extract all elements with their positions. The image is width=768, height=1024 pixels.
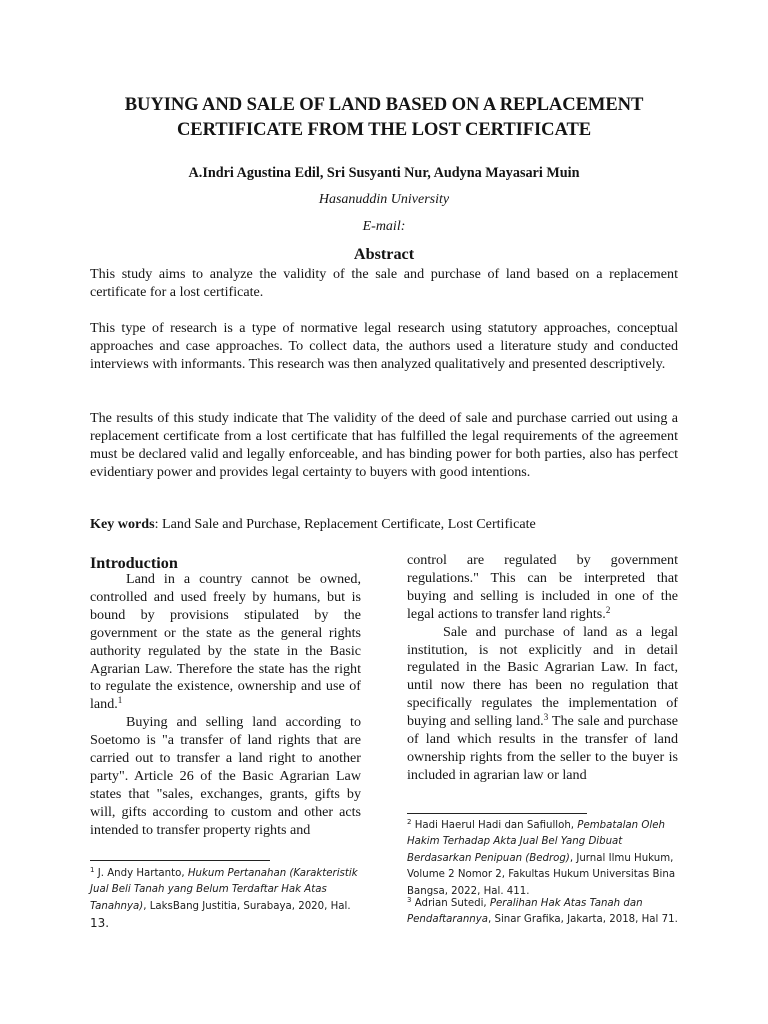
email-line: E-mail: (362, 219, 406, 234)
footnote-1-rest: , LaksBang Justitia, Surabaya, 2020, Hal. (143, 900, 351, 912)
title-line-2: CERTIFICATE FROM THE LOST CERTIFICATE (176, 119, 592, 140)
intro-paragraph-4-text-a: Sale and purchase of land as a legal institution, is not explicitly and in detail regulated in the Basic Agrarian Law. In fact, until now there has been no regulation that specifically regulates the implementation of buying and selling land. (407, 623, 678, 730)
author-list: A.Indri Agustina Edil, Sri Susyanti Nur, Audyna Mayasari Muin (188, 165, 580, 181)
footnote-2-number: 2 (407, 818, 412, 826)
footnote-separator-right (407, 813, 587, 814)
abstract-heading: Abstract (353, 245, 415, 263)
footnote-3-title: Peralihan Hak Atas Tanah dan Pendaftarannya (407, 898, 643, 926)
footnote-ref-1[interactable]: 1 (117, 695, 123, 706)
footnote-1-title: Hukum Pertanahan (Karakteristik Jual Beli Tanah yang Belum Terdaftar Hak Atas Tanahnya) (90, 868, 358, 912)
affiliation: Hasanuddin University (318, 192, 450, 207)
intro-paragraph-4 (407, 624, 678, 785)
footnote-3-rest: , Sinar Grafika, Jakarta, 2018, Hal 71. (488, 914, 678, 926)
footnote-1-tail: 13. (90, 916, 110, 931)
footnote-3-author: Adrian Sutedi, (411, 898, 490, 909)
footnote-2-author: Hadi Haerul Hadi dan Safiulloh, (411, 820, 578, 831)
footnote-1 (90, 866, 370, 934)
footnote-1-author: J. Andy Hartanto, (94, 868, 188, 879)
intro-paragraph-4-text-b: The sale and purchase of land which results in the transfer of land ownership rights from the seller to the buyer is included in agrarian law or land (407, 713, 678, 783)
footnote-ref-3[interactable]: 3 (543, 712, 549, 723)
footnote-2-title: Pembatalan Oleh Hakim Terhadap Akta Jual Bel Yang Dibuat Berdasarkan Penipuan (Bedrog) (407, 820, 665, 864)
footnote-3 (407, 896, 683, 929)
intro-paragraph-1 (90, 571, 361, 714)
footnote-ref-2[interactable]: 2 (605, 604, 611, 615)
intro-paragraph-1-text: Land in a country cannot be owned, controlled and used freely by humans, but is bound by provisions stipulated by the government or the state as the general rights authority regulated by the state in the Basic Agrarian Law. Therefore the state has the right to regulate the existence, ownership and use of land. (90, 571, 361, 713)
intro-paragraph-2: Buying and selling land according to Soetomo is "a transfer of land rights that are carried out to transfer a land right to another party". Article 26 of the Basic Agrarian Law states that "sales, exchanges, grants, gifts by will, gifts according to custom and other acts intended to transfer property rights and (90, 714, 361, 838)
intro-paragraph-3-text: control are regulated by government regulations." This can be interpreted that buying and selling is included in one of the legal actions to transfer land rights. (407, 552, 678, 622)
footnote-1-number: 1 (90, 866, 95, 874)
footnote-2-rest: , Jurnal Ilmu Hukum, Volume 2 Nomor 2, Fakultas Hukum Universitas Bina Bangsa, 2022, Hal. 411. (407, 852, 676, 897)
abstract-paragraph-1: This study aims to analyze the validity of the sale and purchase of land based on a replacement certificate for a lost certificate. (90, 266, 678, 300)
keywords-text: : Land Sale and Purchase, Replacement Certificate, Lost Certificate (154, 516, 536, 532)
introduction-heading: Introduction (90, 554, 178, 572)
keywords-label: Key words (90, 516, 155, 532)
footnote-3-number: 3 (407, 896, 412, 904)
left-column (90, 571, 361, 840)
intro-paragraph-3 (407, 552, 678, 624)
right-column (407, 552, 678, 785)
abstract-paragraph-2: This type of research is a type of normative legal research using statutory approaches, conceptual approaches and case approaches. To collect data, the authors used a literature study and conducted interviews with informants. This research was then analyzed qualitatively and presented descriptively. (90, 320, 678, 372)
title-line-1: BUYING AND SALE OF LAND BASED ON A REPLACEMENT (124, 94, 644, 115)
footnote-separator-left (90, 860, 270, 861)
paper-title (60, 92, 708, 142)
abstract-paragraph-3: The results of this study indicate that The validity of the deed of sale and purchase carried out using a replacement certificate from a lost certificate that has fulfilled the legal requirements of the agreement must be declared valid and legally enforceable, and has binding power for both parties, also has perfect evidentiary power and provides legal certainty to buyers with good intentions. (90, 410, 678, 480)
keywords-line (90, 515, 678, 533)
footnote-2 (407, 818, 683, 900)
